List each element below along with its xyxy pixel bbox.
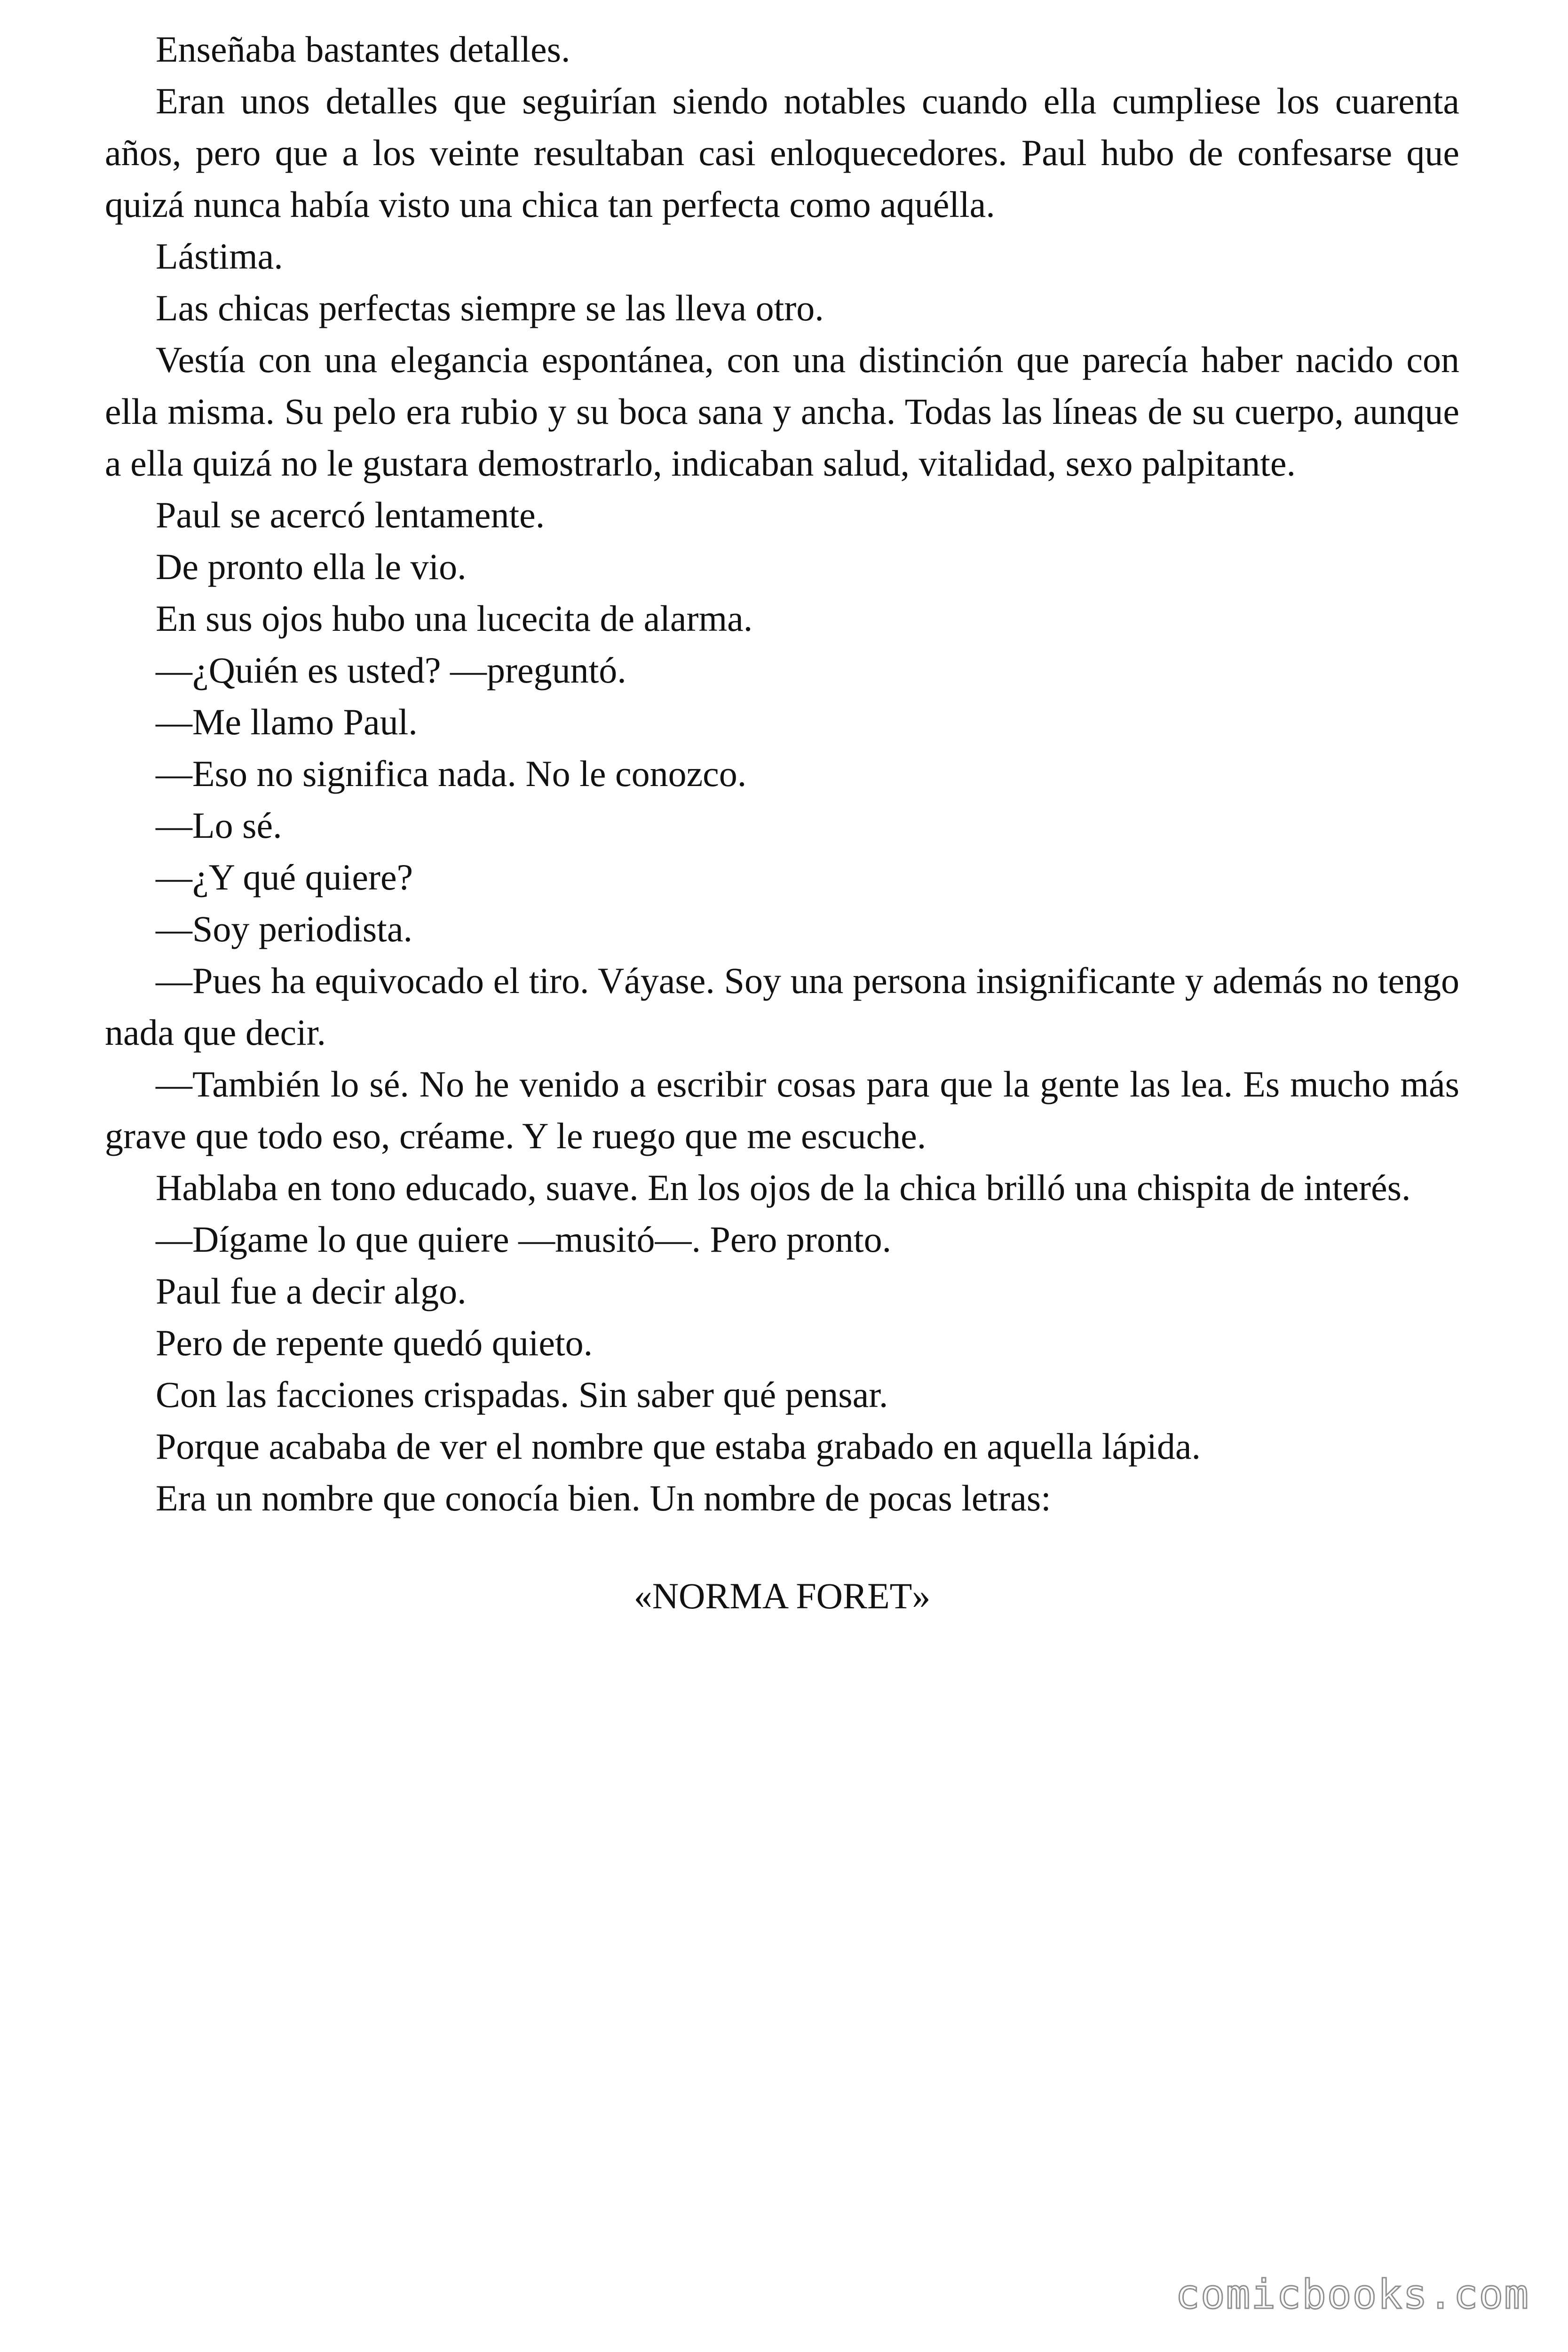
dialogue-line: —Me llamo Paul. [156, 701, 418, 742]
paragraph: Paul se acercó lentamente. [156, 494, 545, 535]
dialogue-line: —También lo sé. No he venido a escribir cosas para que la gente las lea. Es mucho más grave que todo eso, créame. Y le ruego que me escuche. [105, 1064, 1459, 1156]
dialogue-line: —Dígame lo que quiere —musitó—. Pero pronto. [156, 1219, 892, 1260]
engraved-name: «NORMA FORET» [634, 1575, 931, 1616]
paragraph: De pronto ella le vio. [156, 546, 467, 587]
paragraph: Eran unos detalles que seguirían siendo notables cuando ella cumpliese los cuarenta años, pero que a los veinte resultaban casi enloquecedores. Paul hubo de confesarse que quizá nunca había visto una chica tan perfecta como aquélla. [105, 80, 1459, 225]
paragraph: Era un nombre que conocía bien. Un nombre de pocas letras: [156, 1478, 1051, 1518]
paragraph: Vestía con una elegancia espontánea, con una distinción que parecía haber nacido con ella misma. Su pelo era rubio y su boca sana y ancha. Todas las líneas de su cuerpo, aunque a ella quizá no le gustara demostrarlo, indicaban salud, vitalidad, sexo palpitante. [105, 339, 1459, 484]
dialogue-line: —¿Quién es usted? —preguntó. [156, 650, 626, 691]
paragraph: Paul fue a decir algo. [156, 1271, 467, 1311]
paragraph: Con las facciones crispadas. Sin saber qué pensar. [156, 1374, 888, 1415]
paragraph: Porque acababa de ver el nombre que estaba grabado en aquella lápida. [156, 1426, 1201, 1467]
dialogue-line: —Eso no significa nada. No le conozco. [156, 753, 747, 794]
paragraph: Hablaba en tono educado, suave. En los ojos de la chica brilló una chispita de interés. [156, 1167, 1411, 1208]
watermark: comicbooks.com [1175, 2271, 1529, 2318]
paragraph: Las chicas perfectas siempre se las lleva otro. [156, 287, 824, 328]
text-block [105, 24, 1459, 1622]
dialogue-line: —Soy periodista. [156, 908, 412, 949]
paragraph: En sus ojos hubo una lucecita de alarma. [156, 598, 753, 639]
dialogue-line: —¿Y qué quiere? [156, 857, 413, 898]
dialogue-line: —Pues ha equivocado el tiro. Váyase. Soy una persona insignificante y además no tengo nada que decir. [105, 960, 1459, 1053]
paragraph: Lástima. [156, 236, 283, 277]
paragraph: Enseñaba bastantes detalles. [156, 29, 570, 70]
dialogue-line: —Lo sé. [156, 805, 282, 846]
paragraph: Pero de repente quedó quieto. [156, 1322, 593, 1363]
